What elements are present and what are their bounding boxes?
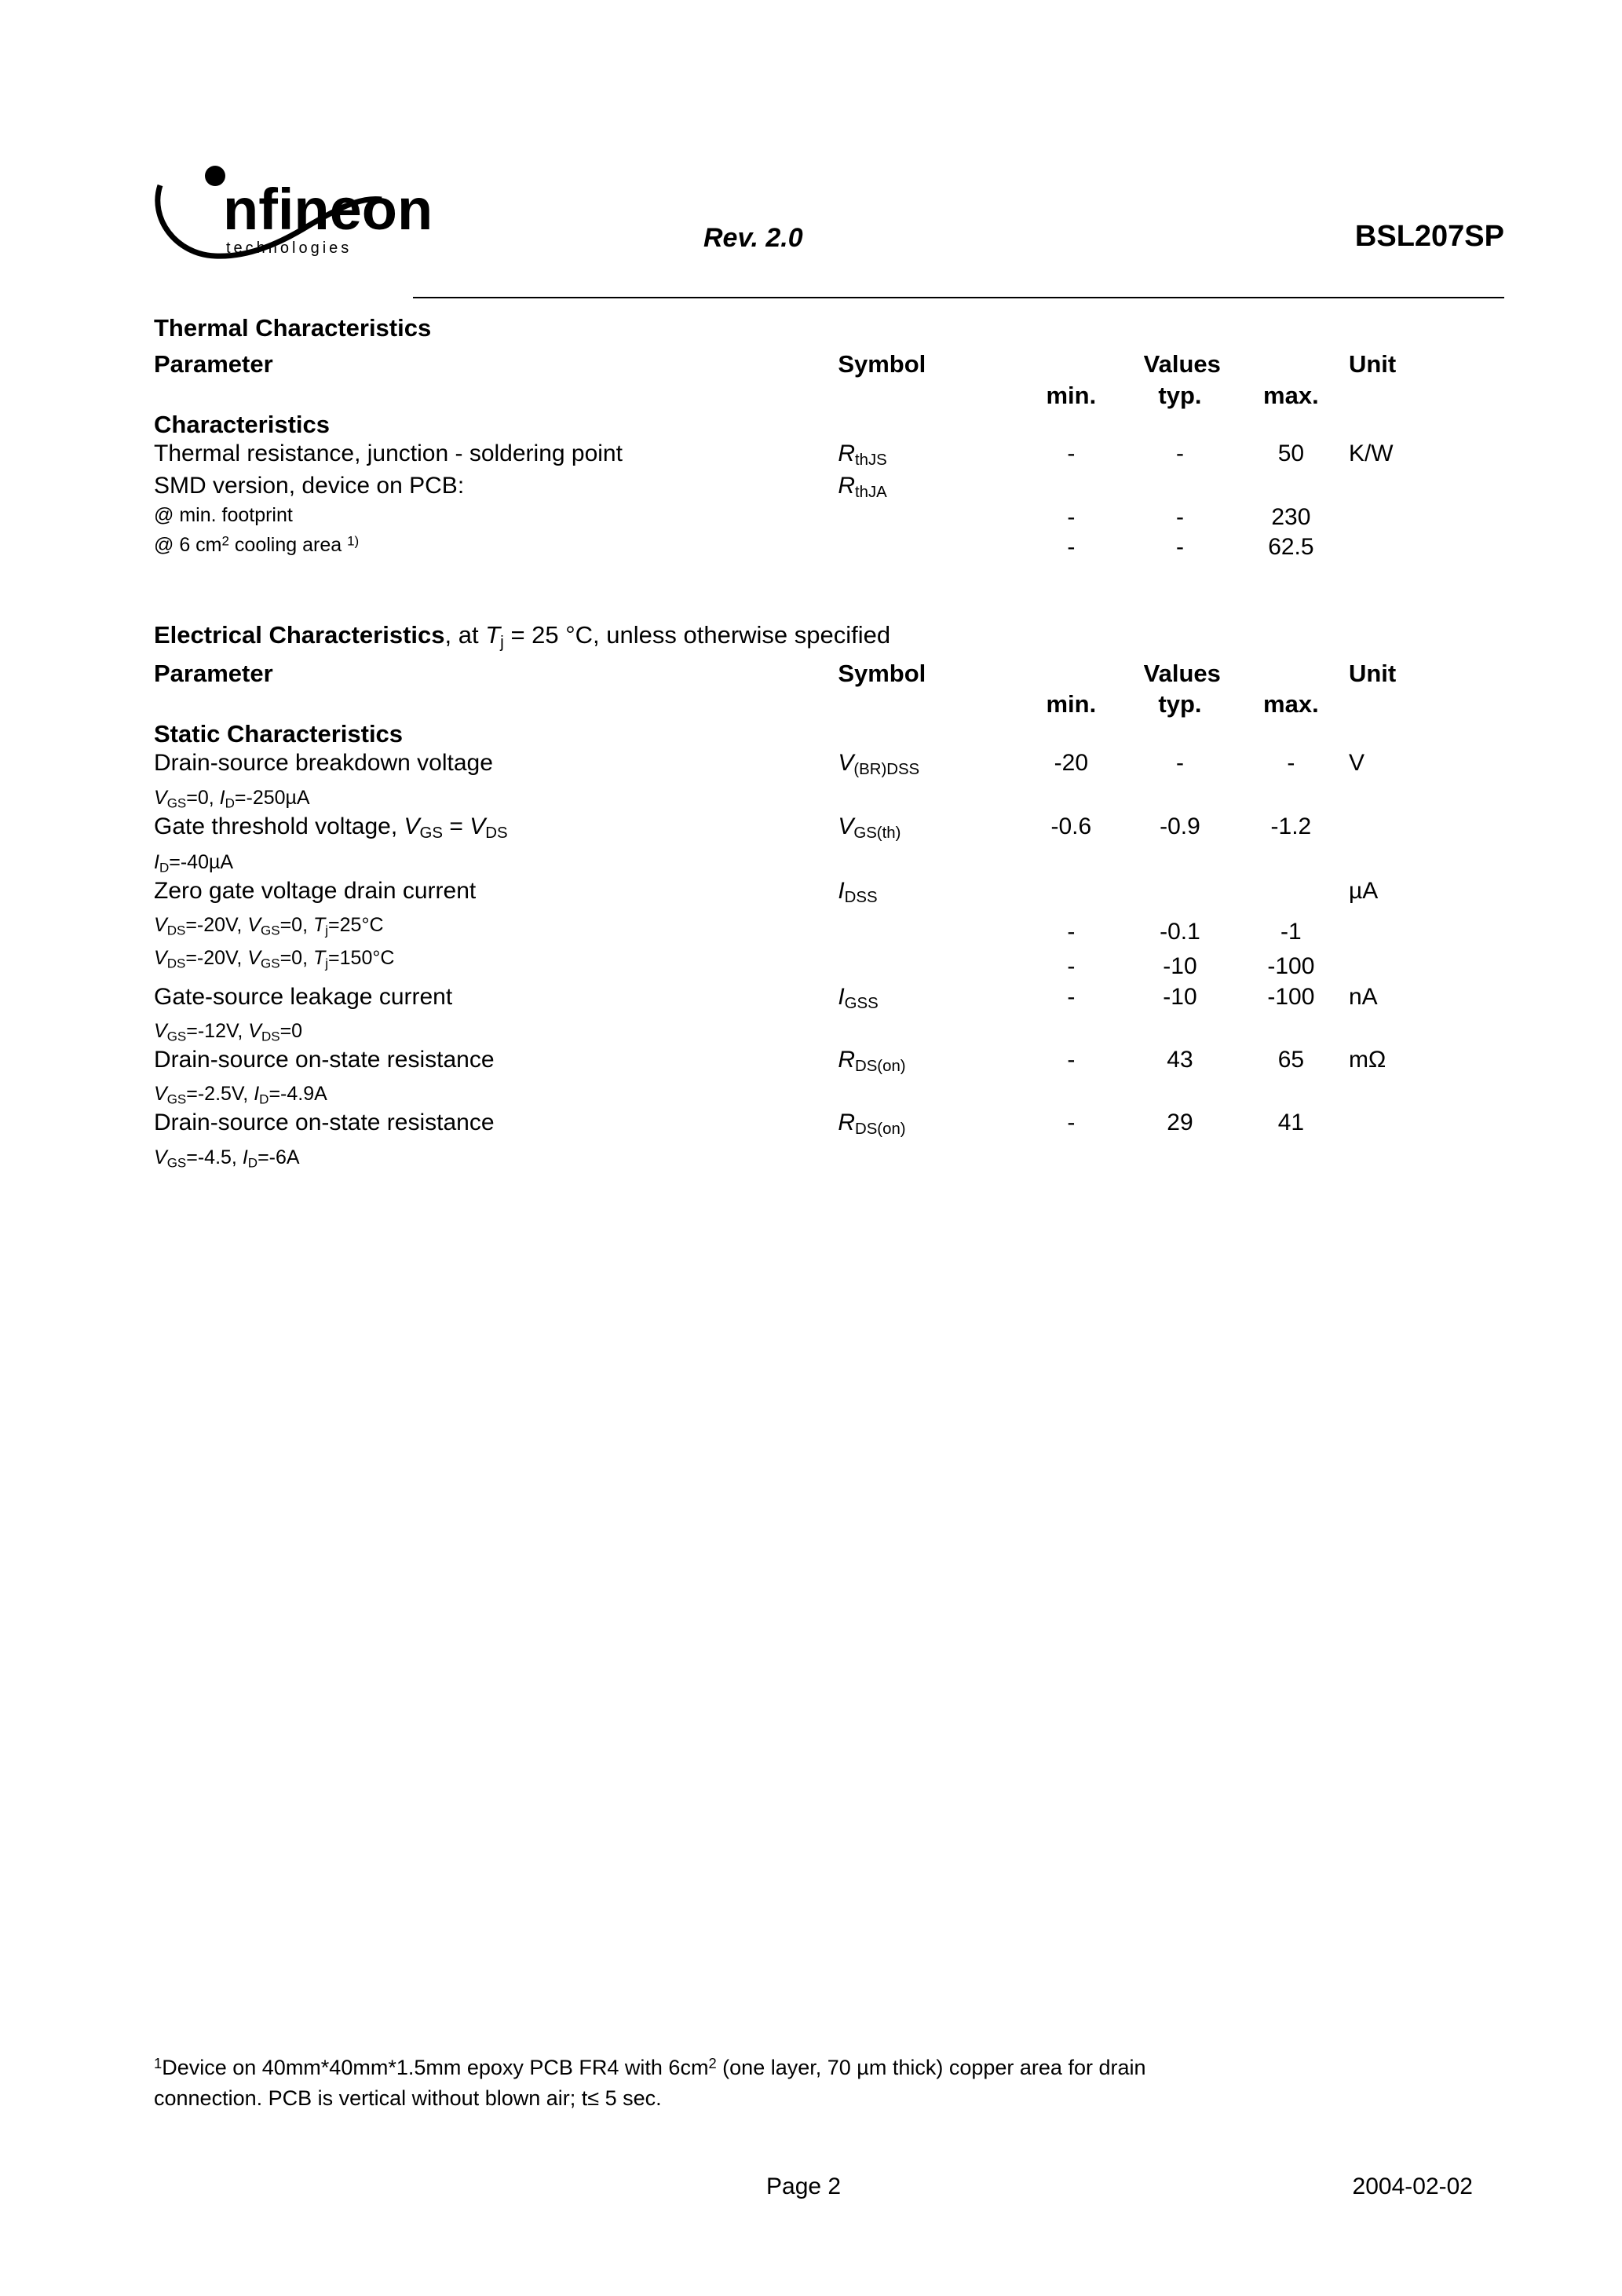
table-row — [154, 1108, 1504, 1171]
row-min: -0.6 — [1050, 813, 1092, 839]
row-typ: 29 — [1167, 1110, 1193, 1136]
row-parameter-text: Gate threshold voltage, $V_{GS} = V_{DS}$ — [154, 813, 508, 842]
th-typ: typ. — [1158, 690, 1202, 718]
row-condition: $V_{GS}=-4.5$, $I_D=-6A$ — [154, 1146, 300, 1170]
row-max: - — [1287, 750, 1295, 777]
table-row — [154, 532, 1504, 562]
empty-cell — [1127, 411, 1233, 439]
empty-cell — [1233, 720, 1349, 748]
row-max: 50 — [1277, 441, 1305, 467]
row-symbol: $I_{DSS}$ — [838, 877, 878, 906]
svg-text:technologies: technologies — [226, 239, 353, 257]
electrical-title-symbol: T — [485, 620, 501, 649]
row-parameter-prefix: @ 6 cm — [154, 534, 222, 557]
row-max: 62.5 — [1268, 534, 1314, 561]
row-parameter — [154, 812, 838, 876]
table-row — [154, 876, 1504, 982]
row-max: 65 — [1277, 1046, 1305, 1073]
row-max — [1233, 471, 1349, 503]
document-date: 2004-02-02 — [1352, 2174, 1473, 2199]
electrical-section-title — [154, 621, 1504, 652]
symbol-main: R — [838, 472, 855, 499]
th-min: min. — [1046, 690, 1097, 718]
electrical-title-bold: Electrical Characteristics — [154, 620, 445, 649]
row-condition-1: $V_{DS}=-20V$, $V_{GS}=0$, $T_j=25^\circ C$ — [154, 914, 384, 938]
table-row — [154, 812, 1504, 876]
row-min — [1016, 471, 1127, 503]
row-symbol: $I_{GSS}$ — [838, 983, 879, 1012]
page-content — [154, 154, 1504, 1172]
row-parameter-suffix: cooling area — [228, 534, 348, 557]
row-max — [1233, 876, 1349, 982]
th-parameter: Parameter — [154, 350, 273, 378]
row-parameter-text: Drain-source on-state resistance — [154, 1046, 495, 1073]
row-parameter: SMD version, device on PCB: — [154, 472, 465, 499]
th-unit: Unit — [1348, 350, 1397, 378]
row-typ: 43 — [1167, 1046, 1193, 1073]
footnote-line2: connection. PCB is vertical without blown air; t≤ 5 sec. — [154, 2086, 662, 2111]
page-number: Page 2 — [766, 2174, 842, 2199]
thermal-group-title: Characteristics — [154, 411, 331, 439]
electrical-title-rest2: = 25 °C, unless otherwise specified — [503, 620, 891, 649]
symbol-sub: thJS — [854, 452, 887, 470]
th-max: max. — [1263, 381, 1319, 409]
row-min-1: - — [1067, 918, 1076, 945]
row-symbol — [838, 532, 1015, 562]
footnote-line1b: (one layer, 70 µm thick) copper area for drain — [716, 2056, 1146, 2079]
thermal-section-title: Thermal Characteristics — [154, 314, 432, 342]
row-typ-1: -0.1 — [1160, 918, 1200, 945]
row-typ: -10 — [1163, 983, 1197, 1010]
row-symbol — [838, 439, 1015, 470]
page-header — [154, 154, 1504, 303]
row-parameter: Thermal resistance, junction - soldering point — [154, 441, 623, 467]
row-parameter: @ min. footprint — [154, 503, 293, 526]
empty-cell — [838, 411, 1015, 439]
row-max: 230 — [1271, 503, 1311, 530]
part-number: BSL207SP — [1354, 220, 1504, 253]
electrical-title-rest1: , at — [444, 620, 486, 649]
row-min: - — [1067, 983, 1076, 1010]
row-unit: mΩ — [1348, 1046, 1386, 1073]
row-min — [1016, 876, 1127, 982]
row-typ — [1127, 471, 1233, 503]
row-parameter-text: Drain-source breakdown voltage — [154, 750, 493, 777]
row-min-2: - — [1067, 953, 1076, 980]
row-typ: -0.9 — [1160, 813, 1200, 839]
table-row — [154, 1045, 1504, 1108]
row-unit: nA — [1348, 983, 1378, 1010]
th-typ: typ. — [1158, 381, 1202, 409]
row-symbol: $V_{(BR)DSS}$ — [838, 750, 920, 779]
table-header-row — [154, 658, 1504, 689]
row-condition: $V_{GS}=-12V$, $V_{DS}=0$ — [154, 1019, 303, 1044]
footnote — [154, 2053, 1504, 2114]
revision-label: Rev. 2.0 — [703, 223, 803, 253]
thermal-characteristics-table — [154, 349, 1504, 563]
footnote-line1-sup: 2 — [708, 2054, 717, 2071]
row-parameter-text: Drain-source on-state resistance — [154, 1110, 495, 1136]
row-parameter — [154, 876, 838, 982]
th-parameter: Parameter — [154, 659, 273, 687]
symbol-main: R — [838, 441, 855, 467]
empty-cell — [1349, 411, 1504, 439]
row-typ: - — [1175, 534, 1184, 561]
th-max: max. — [1263, 690, 1319, 718]
electrical-characteristics-table — [154, 658, 1504, 1172]
row-typ: - — [1175, 441, 1184, 467]
th-symbol: Symbol — [838, 350, 926, 378]
row-min: - — [1067, 1110, 1076, 1136]
table-row — [154, 748, 1504, 811]
row-unit — [1349, 532, 1504, 562]
row-min: - — [1067, 441, 1076, 467]
electrical-group-title: Static Characteristics — [154, 720, 404, 748]
row-condition-2: $V_{DS}=-20V$, $V_{GS}=0$, $T_j=150^\circ C$ — [154, 947, 395, 971]
table-row — [154, 471, 1504, 503]
th-symbol: Symbol — [838, 659, 926, 687]
row-max: 41 — [1277, 1110, 1305, 1136]
row-min: - — [1067, 534, 1076, 561]
empty-cell — [838, 720, 1015, 748]
th-values: Values — [1143, 659, 1221, 687]
row-unit — [1349, 812, 1504, 876]
row-typ: - — [1175, 750, 1184, 777]
group-title-row — [154, 411, 1504, 439]
empty-cell — [1016, 720, 1127, 748]
row-condition: $I_D=-40\mu A$ — [154, 850, 234, 875]
row-max-2: -100 — [1267, 953, 1315, 980]
row-parameter — [154, 1045, 838, 1108]
empty-cell — [1127, 720, 1233, 748]
row-parameter — [154, 1108, 838, 1171]
row-unit: K/W — [1348, 441, 1394, 467]
row-min: - — [1067, 1046, 1076, 1073]
row-symbol: $R_{DS(on)}$ — [838, 1046, 906, 1075]
row-typ — [1127, 876, 1233, 982]
symbol-sub: thJA — [854, 483, 887, 501]
row-symbol: $V_{GS(th)}$ — [838, 813, 901, 842]
group-title-row — [154, 720, 1504, 748]
row-parameter — [154, 982, 838, 1045]
row-unit — [1349, 471, 1504, 503]
row-symbol — [838, 471, 1015, 503]
footnote-marker: 1) — [347, 533, 360, 549]
table-header-row — [154, 349, 1504, 380]
row-max: -1.2 — [1270, 813, 1312, 839]
th-unit: Unit — [1348, 659, 1397, 687]
header-divider — [413, 297, 1504, 298]
row-unit — [1349, 503, 1504, 532]
row-max-1: -1 — [1280, 918, 1302, 945]
row-condition: $V_{GS}=0$, $I_D=-250\mu A$ — [154, 786, 310, 810]
row-condition: $V_{GS}=-2.5V$, $I_D=-4.9A$ — [154, 1083, 327, 1107]
empty-cell — [1349, 720, 1504, 748]
table-row — [154, 503, 1504, 532]
row-parameter-text: Gate-source leakage current — [154, 983, 453, 1010]
infineon-logo — [154, 162, 484, 280]
table-row — [154, 439, 1504, 470]
row-symbol — [838, 503, 1015, 532]
empty-cell — [1233, 411, 1349, 439]
row-parameter-text: Zero gate voltage drain current — [154, 877, 477, 904]
row-parameter-sup: 2 — [221, 533, 229, 549]
row-typ: - — [1175, 503, 1184, 530]
th-values: Values — [1143, 350, 1221, 378]
row-min: - — [1067, 503, 1076, 530]
electrical-title-symbol-sub: j — [500, 632, 504, 651]
footnote-line1a: Device on 40mm*40mm*1.5mm epoxy PCB FR4 with 6cm — [162, 2056, 709, 2079]
row-parameter — [154, 748, 838, 811]
footnote-marker: 1 — [154, 2054, 163, 2071]
table-row — [154, 982, 1504, 1045]
empty-cell — [1016, 411, 1127, 439]
row-parameter — [154, 532, 838, 562]
row-unit — [1349, 1108, 1504, 1171]
row-symbol: $R_{DS(on)}$ — [838, 1110, 906, 1139]
svg-text:nfineon: nfineon — [223, 177, 433, 242]
th-min: min. — [1046, 381, 1097, 409]
row-unit: V — [1348, 750, 1364, 777]
row-typ-2: -10 — [1163, 953, 1197, 980]
row-unit: µA — [1348, 877, 1379, 904]
row-min: -20 — [1054, 750, 1089, 777]
row-max: -100 — [1267, 983, 1315, 1010]
